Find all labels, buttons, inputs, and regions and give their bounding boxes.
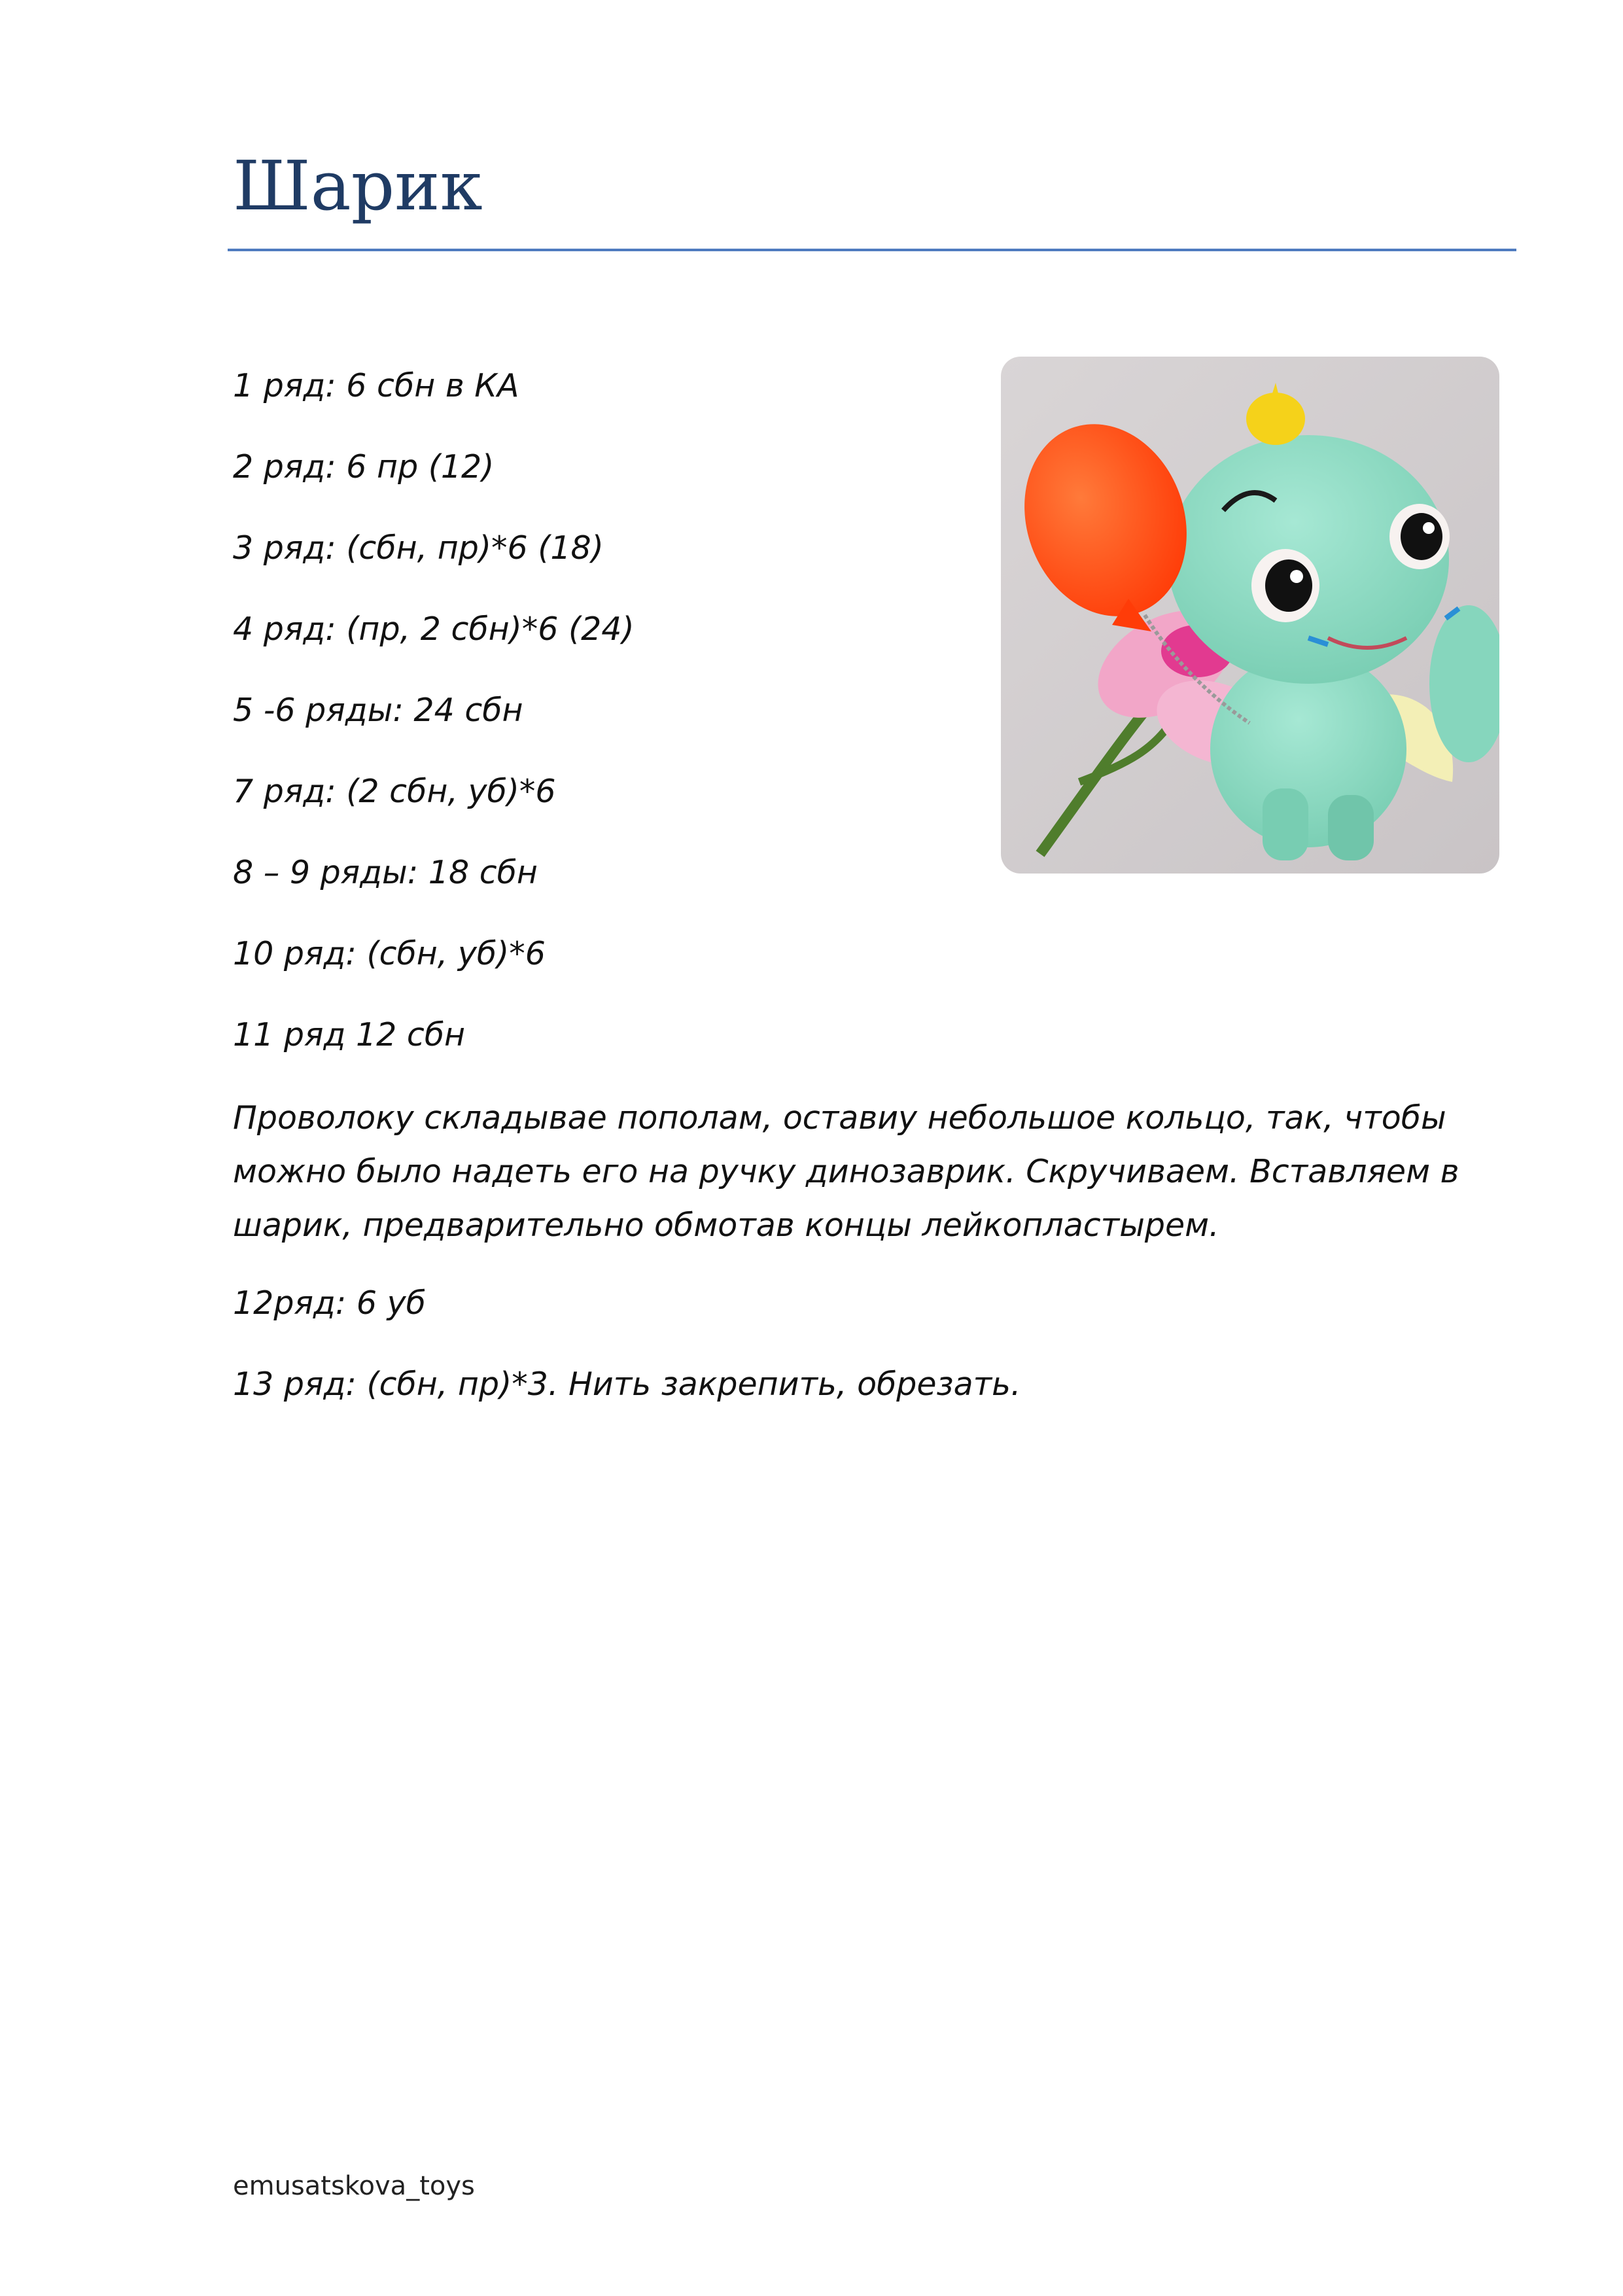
row-11: 11 ряд 12 сбн bbox=[233, 1016, 466, 1053]
dino-horn-base bbox=[1246, 393, 1305, 445]
row-1: 1 ряд: 6 сбн в КА bbox=[233, 367, 519, 404]
dino-leg bbox=[1263, 788, 1308, 860]
row-10: 10 ряд: (сбн, уб)*6 bbox=[233, 935, 546, 972]
dino-eye-pupil bbox=[1265, 559, 1312, 612]
dino-eye-glint bbox=[1423, 522, 1435, 534]
row-12: 12ряд: 6 уб bbox=[233, 1284, 426, 1322]
row-3: 3 ряд: (сбн, пр)*6 (18) bbox=[233, 529, 604, 567]
row-5-6: 5 -6 ряды: 24 сбн bbox=[233, 692, 523, 729]
row-8-9: 8 – 9 ряды: 18 сбн bbox=[233, 854, 538, 891]
title-underline bbox=[228, 249, 1516, 251]
wire-instruction-paragraph: Проволоку складывае пополам, оставиу небольшое кольцо, так, чтобы можно было надеть его на ручку динозаврик. Скручиваем. Вставляем в шарик, предварительно обмотав концы лейкопластырем. bbox=[233, 1099, 1459, 1244]
row-2: 2 ряд: 6 пр (12) bbox=[233, 448, 495, 486]
author-footer: emusatskova_toys bbox=[233, 2171, 475, 2201]
row-7: 7 ряд: (2 сбн, уб)*6 bbox=[233, 773, 556, 810]
page-title: Шарик bbox=[233, 146, 483, 226]
instruction-rows-final bbox=[233, 1284, 1476, 1446]
row-4: 4 ряд: (пр, 2 сбн)*6 (24) bbox=[233, 610, 635, 648]
dino-eye-pupil bbox=[1401, 513, 1442, 560]
row-13: 13 ряд: (сбн, пр)*3. Нить закрепить, обрезать. bbox=[233, 1366, 1021, 1403]
dino-balloon-illustration bbox=[1001, 357, 1499, 874]
dino-balloon-photo bbox=[1001, 357, 1499, 874]
dino-leg bbox=[1328, 795, 1374, 860]
dino-eye-glint bbox=[1290, 570, 1303, 583]
